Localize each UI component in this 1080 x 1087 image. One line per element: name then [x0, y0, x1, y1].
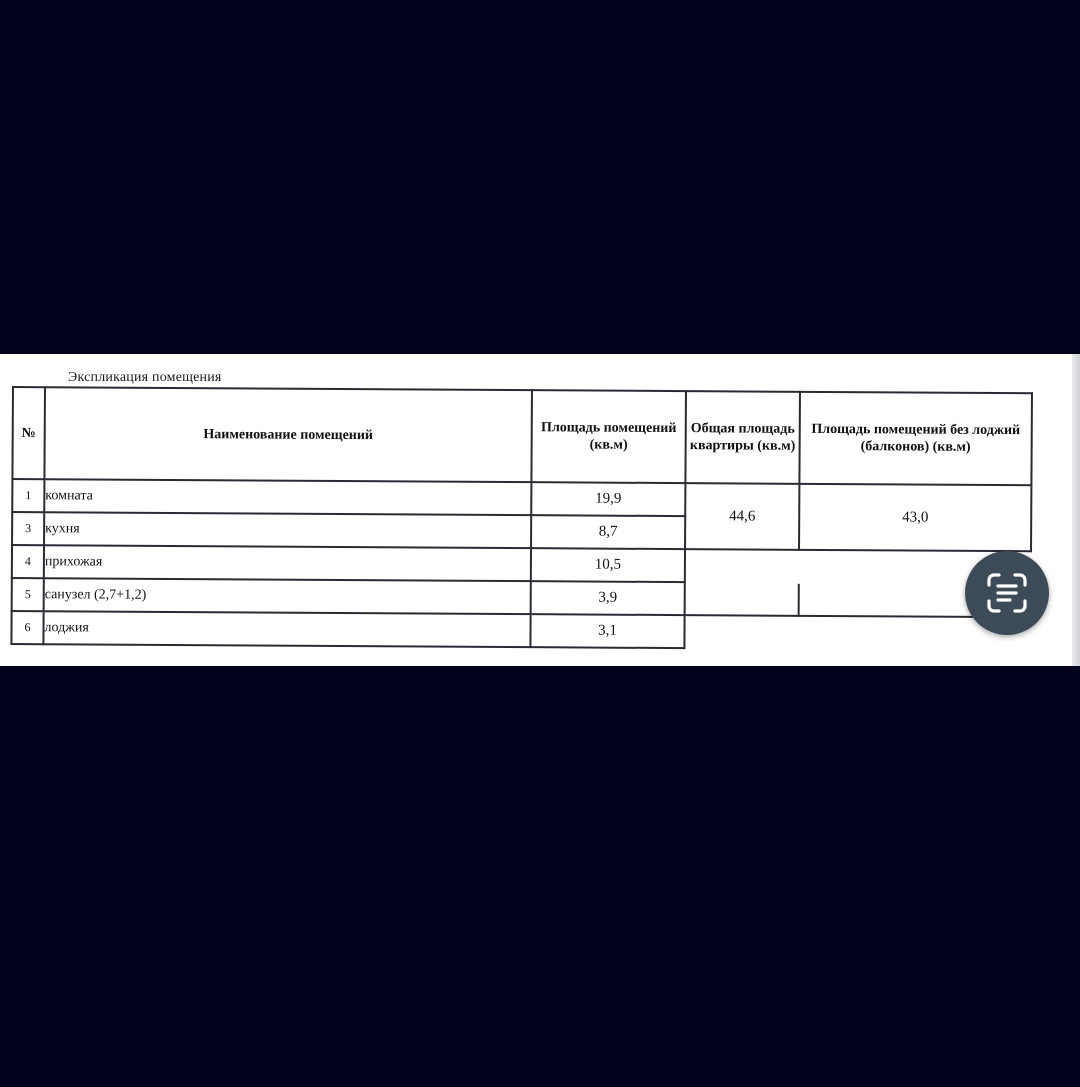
explication-table	[10, 386, 1033, 651]
table-row	[11, 611, 1030, 650]
area-without-loggias-value: 43,0	[799, 484, 1031, 551]
row-number: 3	[12, 512, 44, 545]
room-area: 19,9	[531, 482, 685, 516]
empty-cell	[685, 582, 799, 616]
header-total-area: Общая площадь квартиры (кв.м)	[685, 391, 800, 484]
header-name: Наименование помещений	[44, 387, 532, 482]
room-name: комната	[44, 479, 531, 515]
room-area: 3,1	[530, 614, 684, 648]
empty-cell	[685, 549, 799, 583]
room-name: прихожая	[44, 545, 531, 581]
empty-cell	[684, 615, 798, 649]
document-title: Экспликация помещения	[68, 370, 222, 385]
header-number: №	[12, 387, 45, 479]
table-header-row	[12, 387, 1032, 485]
text-scan-icon	[983, 569, 1031, 617]
row-number: 6	[11, 611, 43, 644]
room-name: кухня	[44, 512, 531, 548]
header-room-area: Площадь помещений (кв.м)	[531, 390, 686, 483]
document-sheet	[0, 354, 1080, 666]
room-area: 8,7	[531, 515, 685, 549]
text-scan-button[interactable]	[965, 551, 1049, 635]
room-area: 3,9	[531, 581, 685, 615]
sheet-edge	[1072, 354, 1080, 666]
room-name: лоджия	[43, 611, 530, 647]
row-number: 1	[12, 479, 44, 512]
header-area-without-loggias: Площадь помещений без лоджий (балконов) (кв.м)	[799, 392, 1032, 485]
room-area: 10,5	[531, 548, 685, 582]
total-area-value: 44,6	[685, 483, 799, 550]
room-name: санузел (2,7+1,2)	[44, 578, 531, 614]
row-number: 4	[12, 545, 44, 578]
row-number: 5	[12, 578, 44, 611]
